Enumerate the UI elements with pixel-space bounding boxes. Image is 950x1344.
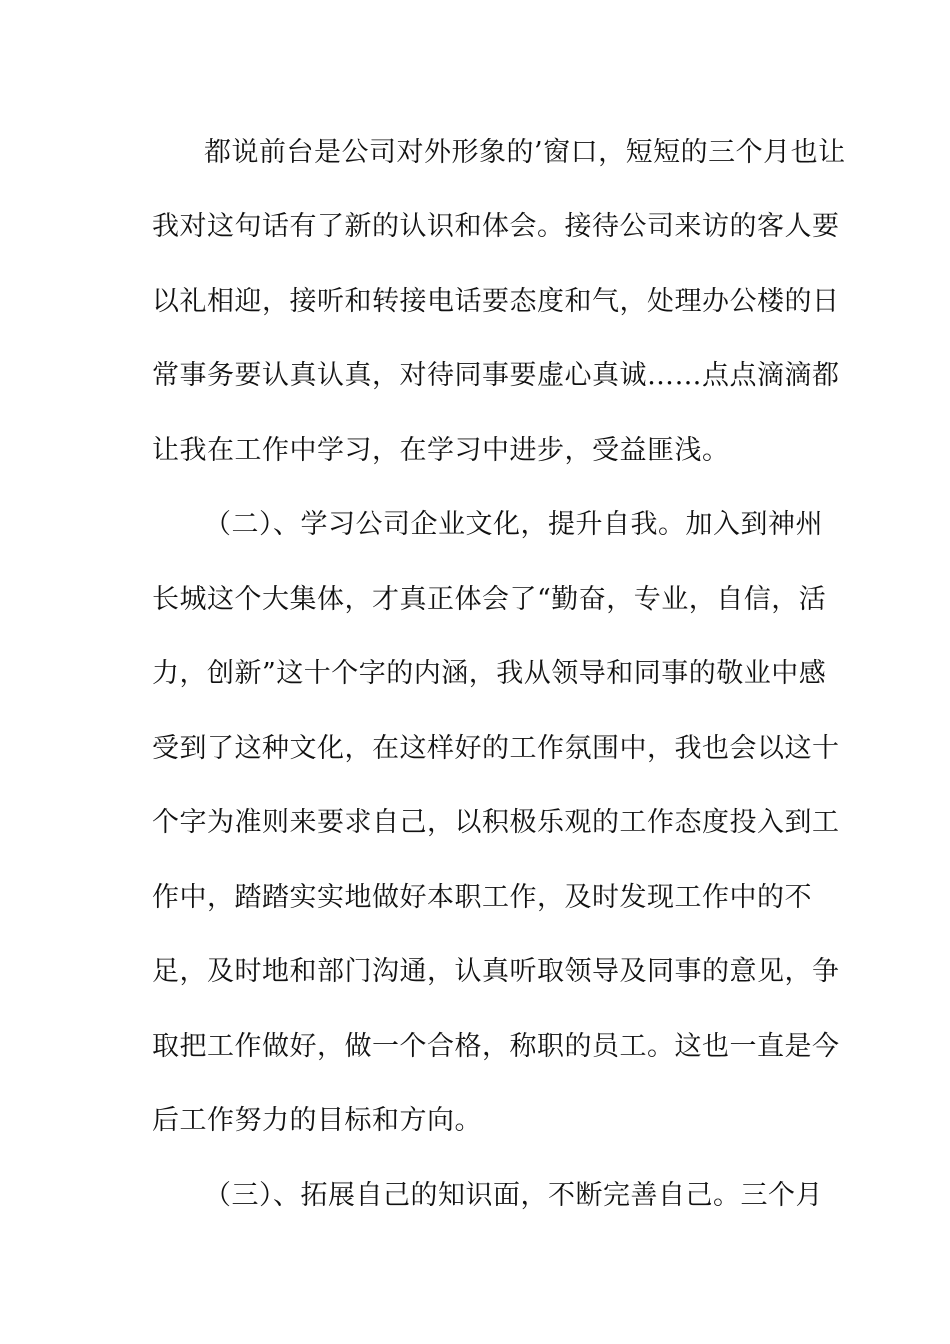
text-line: 作中，踏踏实实地做好本职工作，及时发现工作中的不 — [152, 882, 812, 913]
text-line: 后工作努力的目标和方向。 — [152, 1105, 482, 1136]
text-line: 常事务要认真认真，对待同事要虚心真诚……点点滴滴都 — [152, 360, 840, 391]
text-line: 以礼相迎，接听和转接电话要态度和气，处理办公楼的日 — [152, 286, 840, 317]
text-line: 都说前台是公司对外形象的’窗口，短短的三个月也让 — [204, 137, 846, 168]
text-line: （二）、学习公司企业文化，提升自我。加入到神州 — [204, 509, 823, 540]
text-line: 长城这个大集体，才真正体会了“勤奋，专业，自信，活 — [152, 584, 827, 615]
text-line: 力，创新”这十个字的内涵，我从领导和同事的敬业中感 — [152, 658, 827, 689]
text-line: 受到了这种文化，在这样好的工作氛围中，我也会以这十 — [152, 733, 840, 764]
text-line: 让我在工作中学习，在学习中进步，受益匪浅。 — [152, 435, 730, 466]
text-line: 个字为准则来要求自己，以积极乐观的工作态度投入到工 — [152, 807, 840, 838]
text-line: 足，及时地和部门沟通，认真听取领导及同事的意见，争 — [152, 956, 840, 987]
text-line: 取把工作做好，做一个合格，称职的员工。这也一直是今 — [152, 1031, 840, 1062]
text-line: （三）、拓展自己的知识面，不断完善自己。三个月 — [204, 1180, 823, 1211]
text-line: 我对这句话有了新的认识和体会。接待公司来访的客人要 — [152, 211, 840, 242]
